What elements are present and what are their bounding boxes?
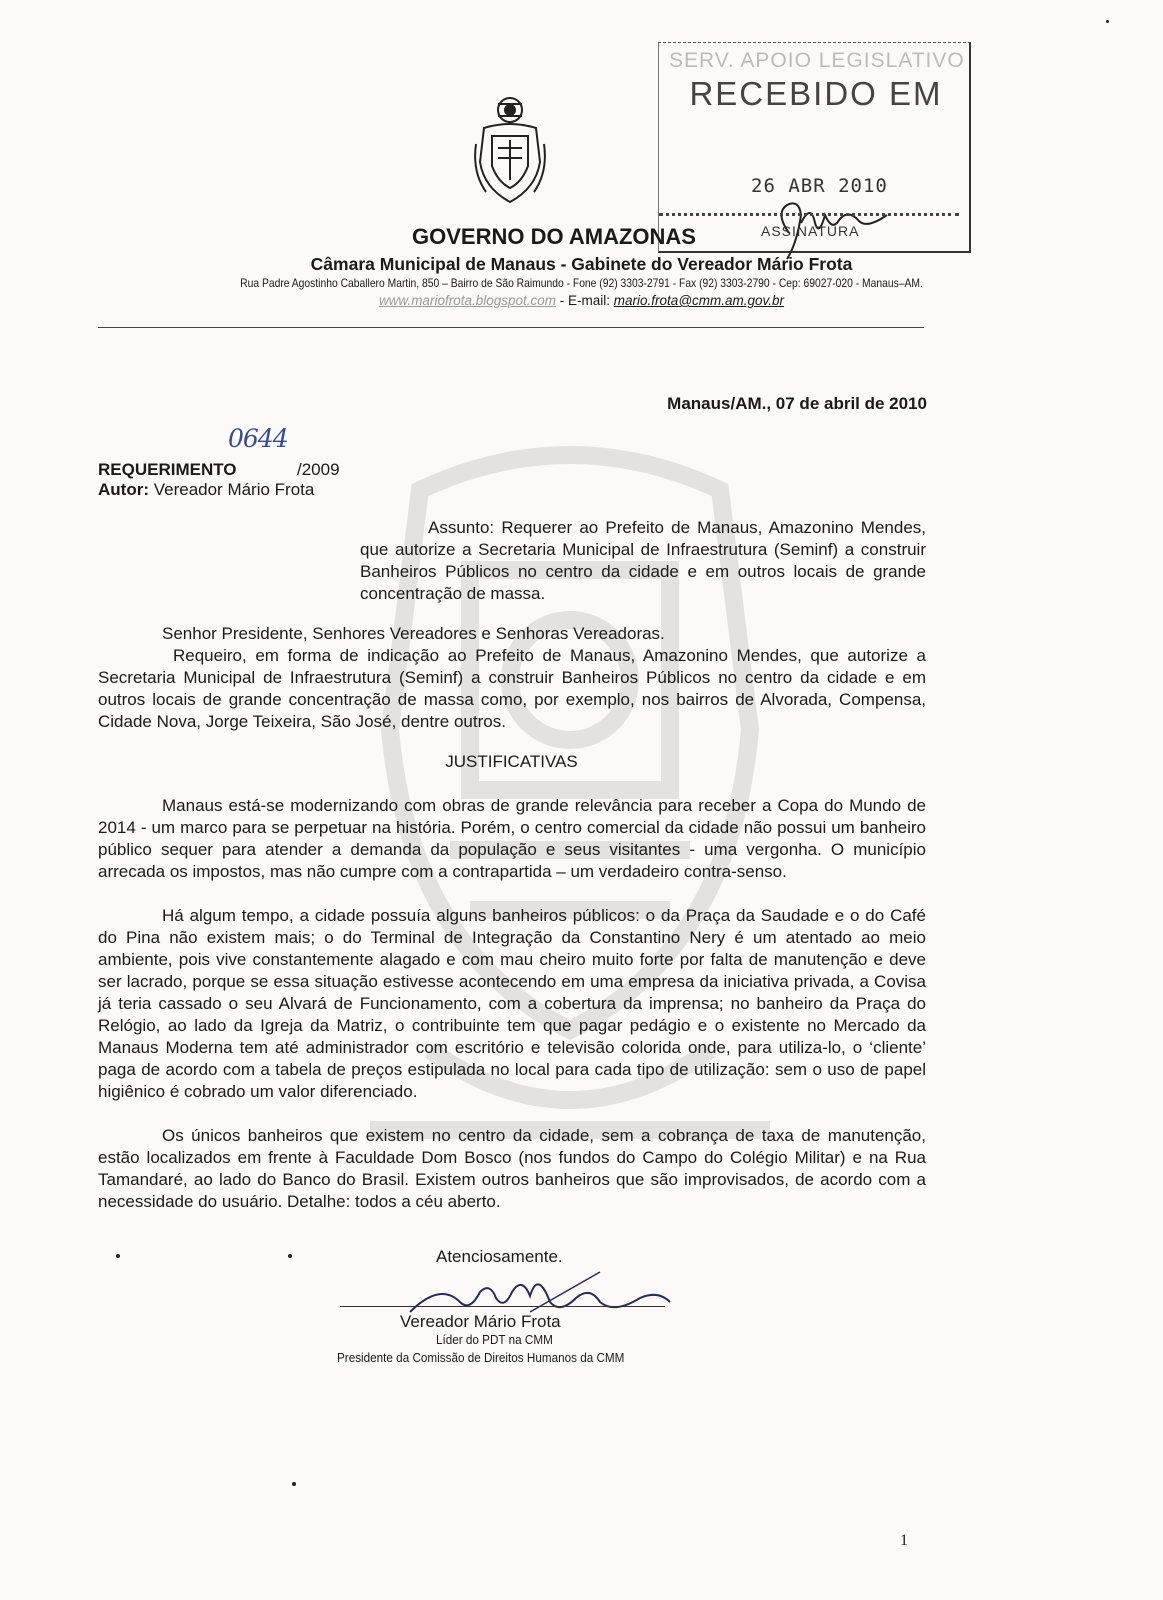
subject-block: [360, 517, 926, 605]
chamber-title: Câmara Municipal de Manaus - Gabinete do Vereador Mário Frota: [310, 254, 853, 274]
signer-name: Vereador Mário Frota: [400, 1312, 561, 1331]
stamp-department: SERV. APOIO LEGISLATIVO: [669, 49, 965, 72]
signature-line: [340, 1306, 665, 1307]
signer-role-party: Líder do PDT na CMM: [436, 1332, 553, 1347]
government-title: GOVERNO DO AMAZONAS: [412, 224, 696, 249]
scan-speck: [1106, 20, 1109, 23]
subject-text: Requerer ao Prefeito de Manaus, Amazonino Mendes, que autorize a Secretaria Municipal de Infraestrutura (Seminf) a construir Banheiros Públicos no centro da cidade e em outros locais de grande concentração de massa.: [360, 518, 926, 603]
place-date: Manaus/AM., 07 de abril de 2010: [667, 394, 927, 413]
stamp-date: 26 ABR 2010: [751, 175, 888, 197]
requerimento-year: /2009: [297, 460, 340, 479]
justification-paragraph-1: Manaus está-se modernizando com obras de grande relevância para receber a Copa do Mundo de 2014 - um marco para se perpetuar na história. Porém, o centro comercial da cidade não possui um banheiro público sequer para atender a demanda da população e seus visitantes - uma vergonha. O município arrecada os impostos, mas não cumpre com a contrapartida – um verdadeiro contra-senso.: [98, 796, 926, 881]
email-label: - E-mail:: [559, 293, 611, 308]
email-link[interactable]: mario.frota@cmm.am.gov.br: [613, 293, 785, 308]
stamp-received-label: RECEBIDO EM: [689, 75, 943, 112]
scan-speck: [288, 1254, 292, 1258]
handwritten-number: 0644: [228, 424, 288, 453]
page-number: 1: [900, 1532, 908, 1549]
salutation: Senhor Presidente, Senhores Vereadores e Senhoras Vereadoras.: [162, 624, 665, 643]
author-line: [98, 480, 314, 500]
scan-speck: [292, 1482, 296, 1486]
scan-speck: [116, 1254, 120, 1258]
header-divider: [98, 327, 924, 328]
coat-of-arms-logo: [470, 92, 550, 212]
author-name: Vereador Mário Frota: [153, 480, 315, 499]
subject-label: Assunto:: [428, 518, 495, 537]
author-label: Autor:: [98, 480, 149, 499]
stamp-signature-label: ASSINATURA: [761, 223, 860, 239]
justificativas-heading: JUSTIFICATIVAS: [445, 752, 578, 771]
address-line: Rua Padre Agostinho Caballero Martin, 850 – Bairro de São Raimundo - Fone (92) 3303-2791 - Fax (92) 3303-2790 - Cep: 69027-020 - Manaus–AM.: [240, 276, 923, 290]
contact-line: [0, 293, 1163, 308]
request-paragraph: Requeiro, em forma de indicação ao Prefeito de Manaus, Amazonino Mendes, que autorize a Secretaria Municipal de Infraestrutura (Seminf) a construir Banheiros Públicos no centro da cidade e em outros locais de grande concentração de massa como, por exemplo, nos bairros de Alvorada, Compensa, Cidade Nova, Jorge Teixeira, São José, dentre outros.: [98, 646, 926, 731]
closing: Atenciosamente.: [436, 1247, 563, 1266]
signer-role-commission: Presidente da Comissão de Direitos Humanos da CMM: [337, 1350, 625, 1365]
justification-paragraph-3: Os únicos banheiros que existem no centro da cidade, sem a cobrança de taxa de manutenção, estão localizados em frente à Faculdade Dom Bosco (nos fundos do Campo do Colégio Militar) e na Rua Tamandaré, ao lado do Banco do Brasil. Existem outros banheiros que são improvisados, de acordo com a necessidade do usuário. Detalhe: todos a céu aberto.: [98, 1126, 926, 1211]
justification-paragraph-2: Há algum tempo, a cidade possuía alguns banheiros públicos: o da Praça da Saudade e o do Café do Pina não existem mais; o do Terminal de Integração da Constantino Nery é um atentado ao meio ambiente, pois vive constantemente alagado e com mau cheiro muito forte por falta de manutenção e deve ser lacrado, porque se essa situação estivesse acontecendo em uma empresa da iniciativa privada, a Covisa já teria cassado o seu Alvará de Funcionamento, com a cobertura da imprensa; no banheiro da Praça do Relógio, ao lado da Igreja da Matriz, o contribuinte tem que pagar pedágio e o existente no Mercado da Manaus Moderna tem até administrador com escritório e televisão colorida onde, para utiliza-lo, o ‘cliente’ paga de acordo com a tabela de preços estipulada no local para cada tipo de utilização: sem o uso de papel higiênico é cobrado um valor diferenciado.: [98, 906, 926, 1101]
stamp-signature-line: [659, 213, 959, 216]
website-link[interactable]: www.mariofrota.blogspot.com: [378, 293, 557, 308]
requerimento-label: REQUERIMENTO: [98, 460, 237, 479]
received-stamp: [658, 42, 971, 253]
